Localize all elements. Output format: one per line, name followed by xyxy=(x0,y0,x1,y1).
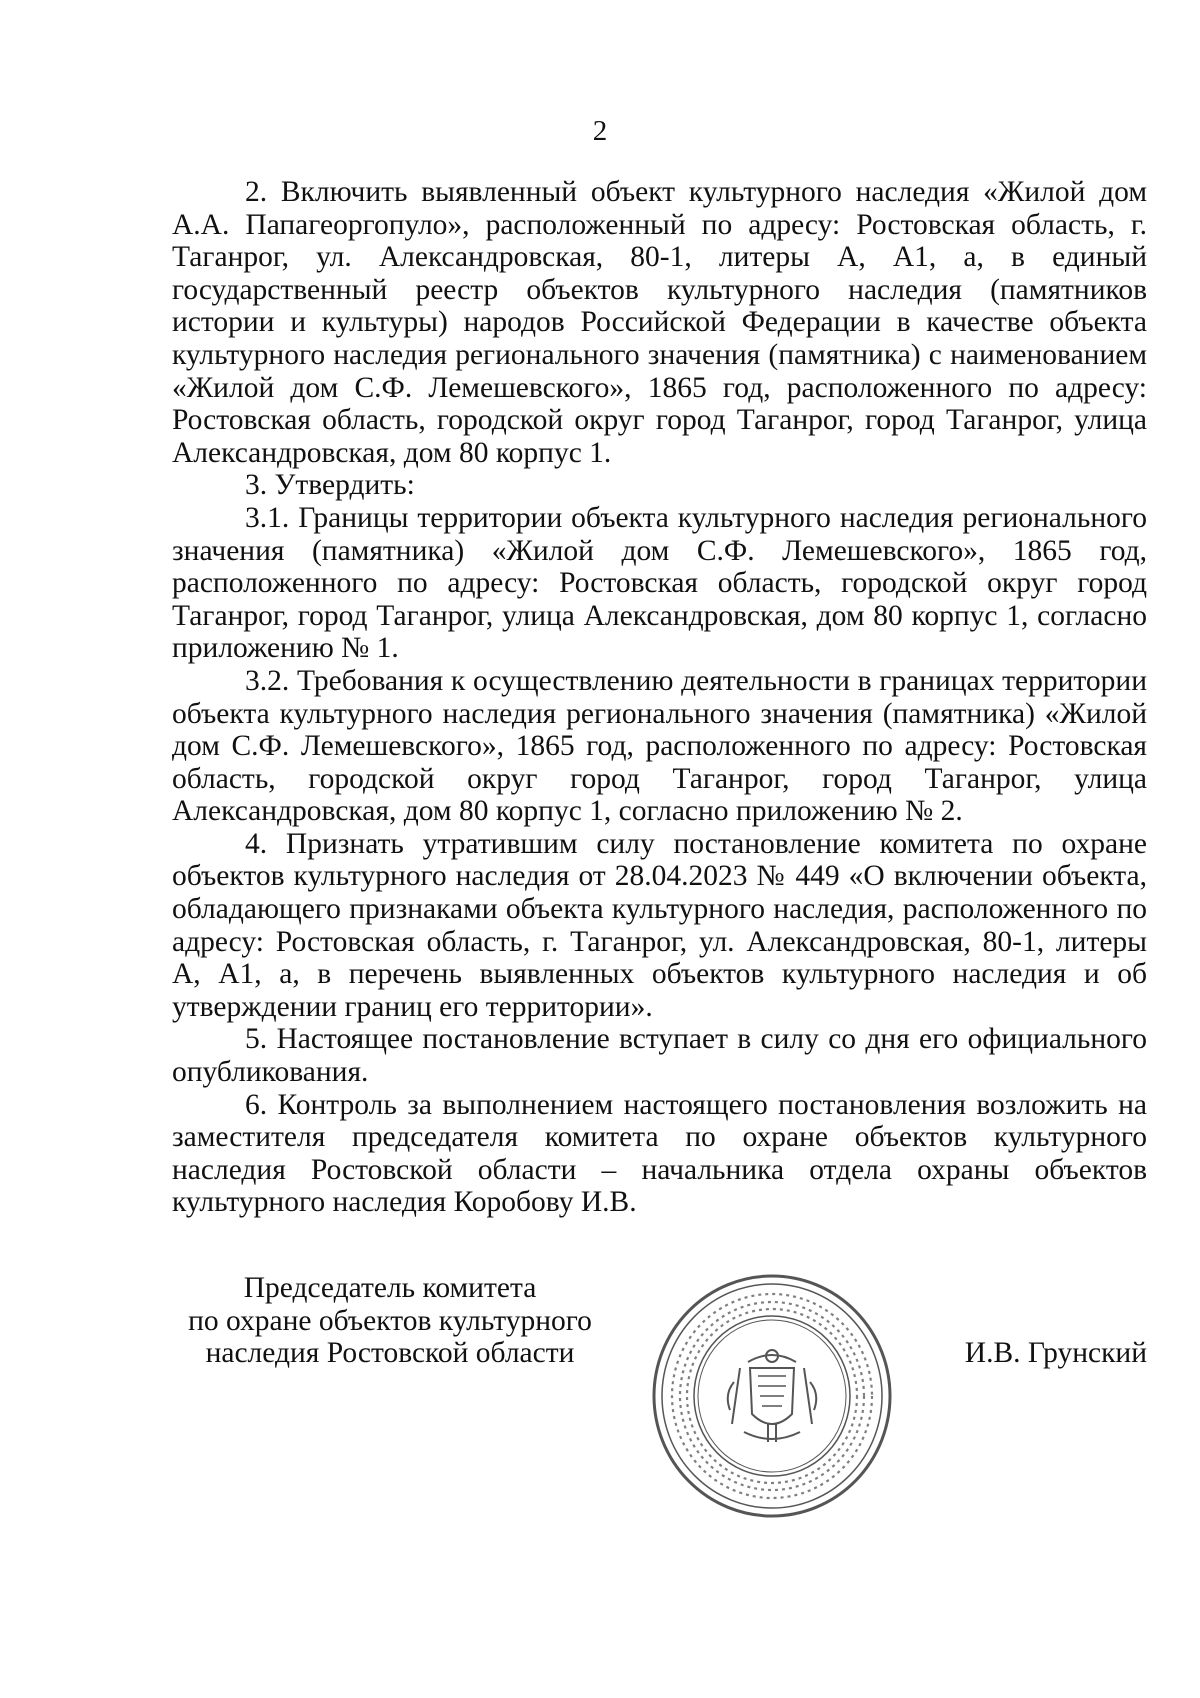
paragraph-2: 2. Включить выявленный объект культурного наследия «Жилой дом А.А. Папагеоргопуло», расположенный по адресу: Ростовская область, г. Таганрог, ул. Александровская, 80-1, литеры А, А1, а, в единый государственный реестр объектов культурного наследия (памятников истории и культуры) народов Российской Федерации в качестве объекта культурного наследия регионального значения (памятника) с наименованием «Жилой дом С.Ф. Лемешевского», 1865 год, расположенного по адресу: Ростовская область, городской округ город Таганрог, город Таганрог, улица Александровская, дом 80 корпус 1. xyxy=(172,176,1147,469)
paragraph-3-1: 3.1. Границы территории объекта культурного наследия регионального значения (памятника) «Жилой дом С.Ф. Лемешевского», 1865 год, расположенного по адресу: Ростовская область, городской округ город Таганрог, город Таганрог, улица Александровская, дом 80 корпус 1, согласно приложению № 1. xyxy=(172,501,1147,665)
signature-block xyxy=(0,1272,1200,1532)
signer-name: И.В. Грунский xyxy=(964,1337,1147,1369)
official-seal-icon xyxy=(620,1264,920,1534)
paragraph-3-2: 3.2. Требования к осуществлению деятельности в границах территории объекта культурного наследия регионального значения (памятника) «Жилой дом С.Ф. Лемешевского», 1865 год, расположенного по адресу: Ростовская область, городской округ город Таганрог, город Таганрог, улица Александровская, дом 80 корпус 1, согласно приложению № 2. xyxy=(172,664,1147,828)
paragraph-4: 4. Признать утратившим силу постановление комитета по охране объектов культурного наследия от 28.04.2023 № 449 «О включении объекта, обладающего признаками объекта культурного наследия, расположенного по адресу: Ростовская область, г. Таганрог, ул. Александровская, 80-1, литеры А, А1, а, в перечень выявленных объектов культурного наследия и об утверждении границ его территории». xyxy=(172,827,1147,1023)
signer-title-line: наследия Ростовской области xyxy=(205,1337,575,1370)
coat-of-arms-icon xyxy=(728,1350,817,1442)
signer-title xyxy=(170,1272,610,1370)
signer-title-line: по охране объектов культурного xyxy=(188,1304,592,1337)
paragraph-5: 5. Настоящее постановление вступает в силу со дня его официального опубликования. xyxy=(172,1023,1147,1089)
page-number: 2 xyxy=(592,115,608,147)
paragraph-3: 3. Утвердить: xyxy=(245,469,415,502)
signer-title-line: Председатель комитета xyxy=(243,1272,537,1304)
paragraph-6: 6. Контроль за выполнением настоящего постановления возложить на заместителя председателя комитета по охране объектов культурного наследия Ростовской области – начальника отдела охраны объектов культурного наследия Коробову И.В. xyxy=(172,1088,1147,1219)
document-body xyxy=(172,176,1147,1219)
